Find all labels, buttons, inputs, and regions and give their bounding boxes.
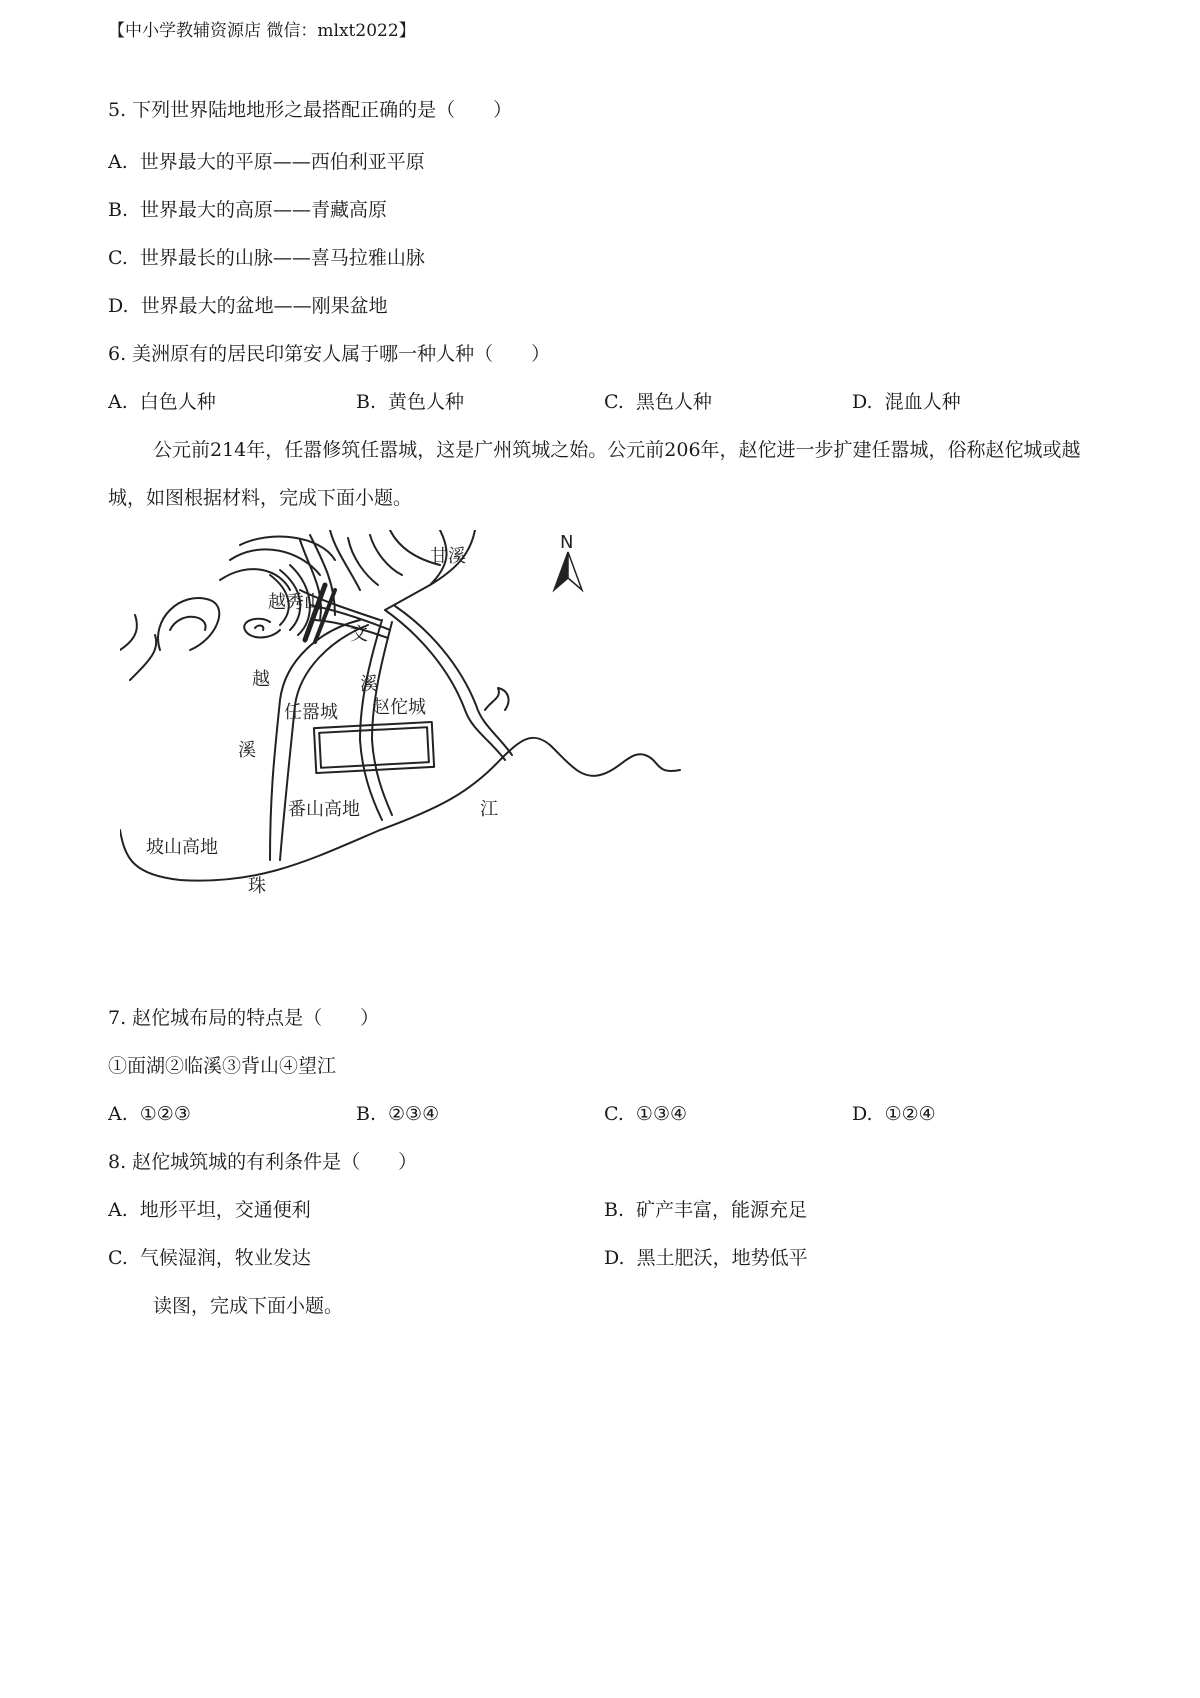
q5-option-a[interactable] — [108, 150, 425, 174]
option-text: 白色人种 — [139, 391, 216, 413]
option-text: 地形平坦，交通便利 — [139, 1199, 311, 1221]
option-letter: B. — [356, 1103, 377, 1125]
q8-stem: 8. 赵佗城筑城的有利条件是（ ） — [108, 1151, 418, 1173]
option-letter: C. — [108, 1247, 128, 1269]
option-letter: B. — [108, 199, 129, 221]
option-letter: A. — [108, 1199, 128, 1221]
q5-option-b[interactable] — [108, 198, 387, 222]
q6-option-c[interactable] — [604, 390, 712, 414]
option-text: 黑色人种 — [635, 391, 712, 413]
label-jiang: 江 — [480, 799, 498, 820]
wenxi-stream — [360, 620, 382, 820]
q6-option-b[interactable] — [356, 390, 464, 414]
option-text: ①②④ — [884, 1103, 936, 1125]
label-zhaotuocheng: 赵佗城 — [372, 697, 426, 718]
q6-stem: 6. 美洲原有的居民印第安人属于哪一种人种（ ） — [108, 343, 551, 365]
option-letter: D. — [604, 1247, 625, 1269]
option-text: 气候湿润，牧业发达 — [139, 1247, 311, 1269]
material-paragraph: 公元前214年，任嚣修筑任嚣城，这是广州筑城之始。公元前206年，赵佗进一步扩建任嚣城，俗称赵佗城或越城，如图根据材料，完成下面小题。 — [108, 439, 1081, 509]
closing-instruction: 读图，完成下面小题。 — [153, 1295, 344, 1317]
label-zhu: 珠 — [248, 876, 266, 897]
q8-option-c[interactable] — [108, 1246, 311, 1270]
option-letter: B. — [356, 391, 377, 413]
label-wen: 文 — [350, 624, 368, 645]
q8-option-d[interactable] — [604, 1246, 808, 1270]
q6-option-d[interactable] — [852, 390, 961, 414]
option-text: 混血人种 — [884, 391, 961, 413]
option-text: ②③④ — [388, 1103, 440, 1125]
label-xi-2: 溪 — [238, 740, 256, 761]
option-letter: C. — [604, 391, 624, 413]
q8-option-b[interactable] — [604, 1198, 807, 1222]
q7-option-a[interactable] — [108, 1102, 191, 1126]
option-text: ①②③ — [139, 1103, 191, 1125]
label-renxiaocheng: 任嚣城 — [284, 702, 338, 723]
option-text: 黑土肥沃，地势低平 — [636, 1247, 808, 1269]
north-arrow — [554, 532, 582, 590]
label-panshan: 番山高地 — [288, 799, 360, 820]
q7-option-b[interactable] — [356, 1102, 439, 1126]
q7-choices-line: ①面湖②临溪③背山④望江 — [108, 1055, 337, 1077]
east-stream — [385, 610, 505, 760]
option-letter: C. — [108, 247, 128, 269]
option-letter: D. — [852, 391, 873, 413]
label-yue: 越 — [252, 669, 270, 690]
option-text: 矿产丰富，能源充足 — [636, 1199, 808, 1221]
option-text: 黄色人种 — [388, 391, 465, 413]
option-text: 世界最大的高原——青藏高原 — [140, 199, 388, 221]
option-text: 世界最大的平原——西伯利亚平原 — [139, 151, 425, 173]
north-label: N — [560, 532, 574, 553]
q7-option-d[interactable] — [852, 1102, 936, 1126]
q5-stem: 5. 下列世界陆地地形之最搭配正确的是（ ） — [108, 99, 513, 121]
label-xi-1: 溪 — [360, 674, 378, 695]
label-yuexiushan: 越秀山 — [268, 592, 322, 613]
pearl-river — [120, 738, 680, 881]
option-letter: D. — [852, 1103, 873, 1125]
guangzhou-map — [120, 530, 720, 980]
q5-option-c[interactable] — [108, 246, 425, 270]
q5-option-d[interactable] — [108, 294, 388, 318]
option-text: ①③④ — [635, 1103, 688, 1125]
option-letter: A. — [108, 151, 128, 173]
option-letter: A. — [108, 1103, 128, 1125]
option-text: 世界最长的山脉——喜马拉雅山脉 — [139, 247, 425, 269]
q8-option-a[interactable] — [108, 1198, 311, 1222]
watermark-header: 【中小学教辅资源店 微信：mlxt2022】 — [108, 21, 416, 41]
option-letter: A. — [108, 391, 128, 413]
label-ganxi: 甘溪 — [430, 546, 466, 567]
q7-stem: 7. 赵佗城布局的特点是（ ） — [108, 1007, 380, 1029]
option-letter: C. — [604, 1103, 624, 1125]
option-text: 世界最大的盆地——刚果盆地 — [140, 295, 388, 317]
option-letter: B. — [604, 1199, 625, 1221]
option-letter: D. — [108, 295, 129, 317]
q6-option-a[interactable] — [108, 390, 216, 414]
label-poshan: 坡山高地 — [146, 837, 218, 858]
q7-option-c[interactable] — [604, 1102, 687, 1126]
